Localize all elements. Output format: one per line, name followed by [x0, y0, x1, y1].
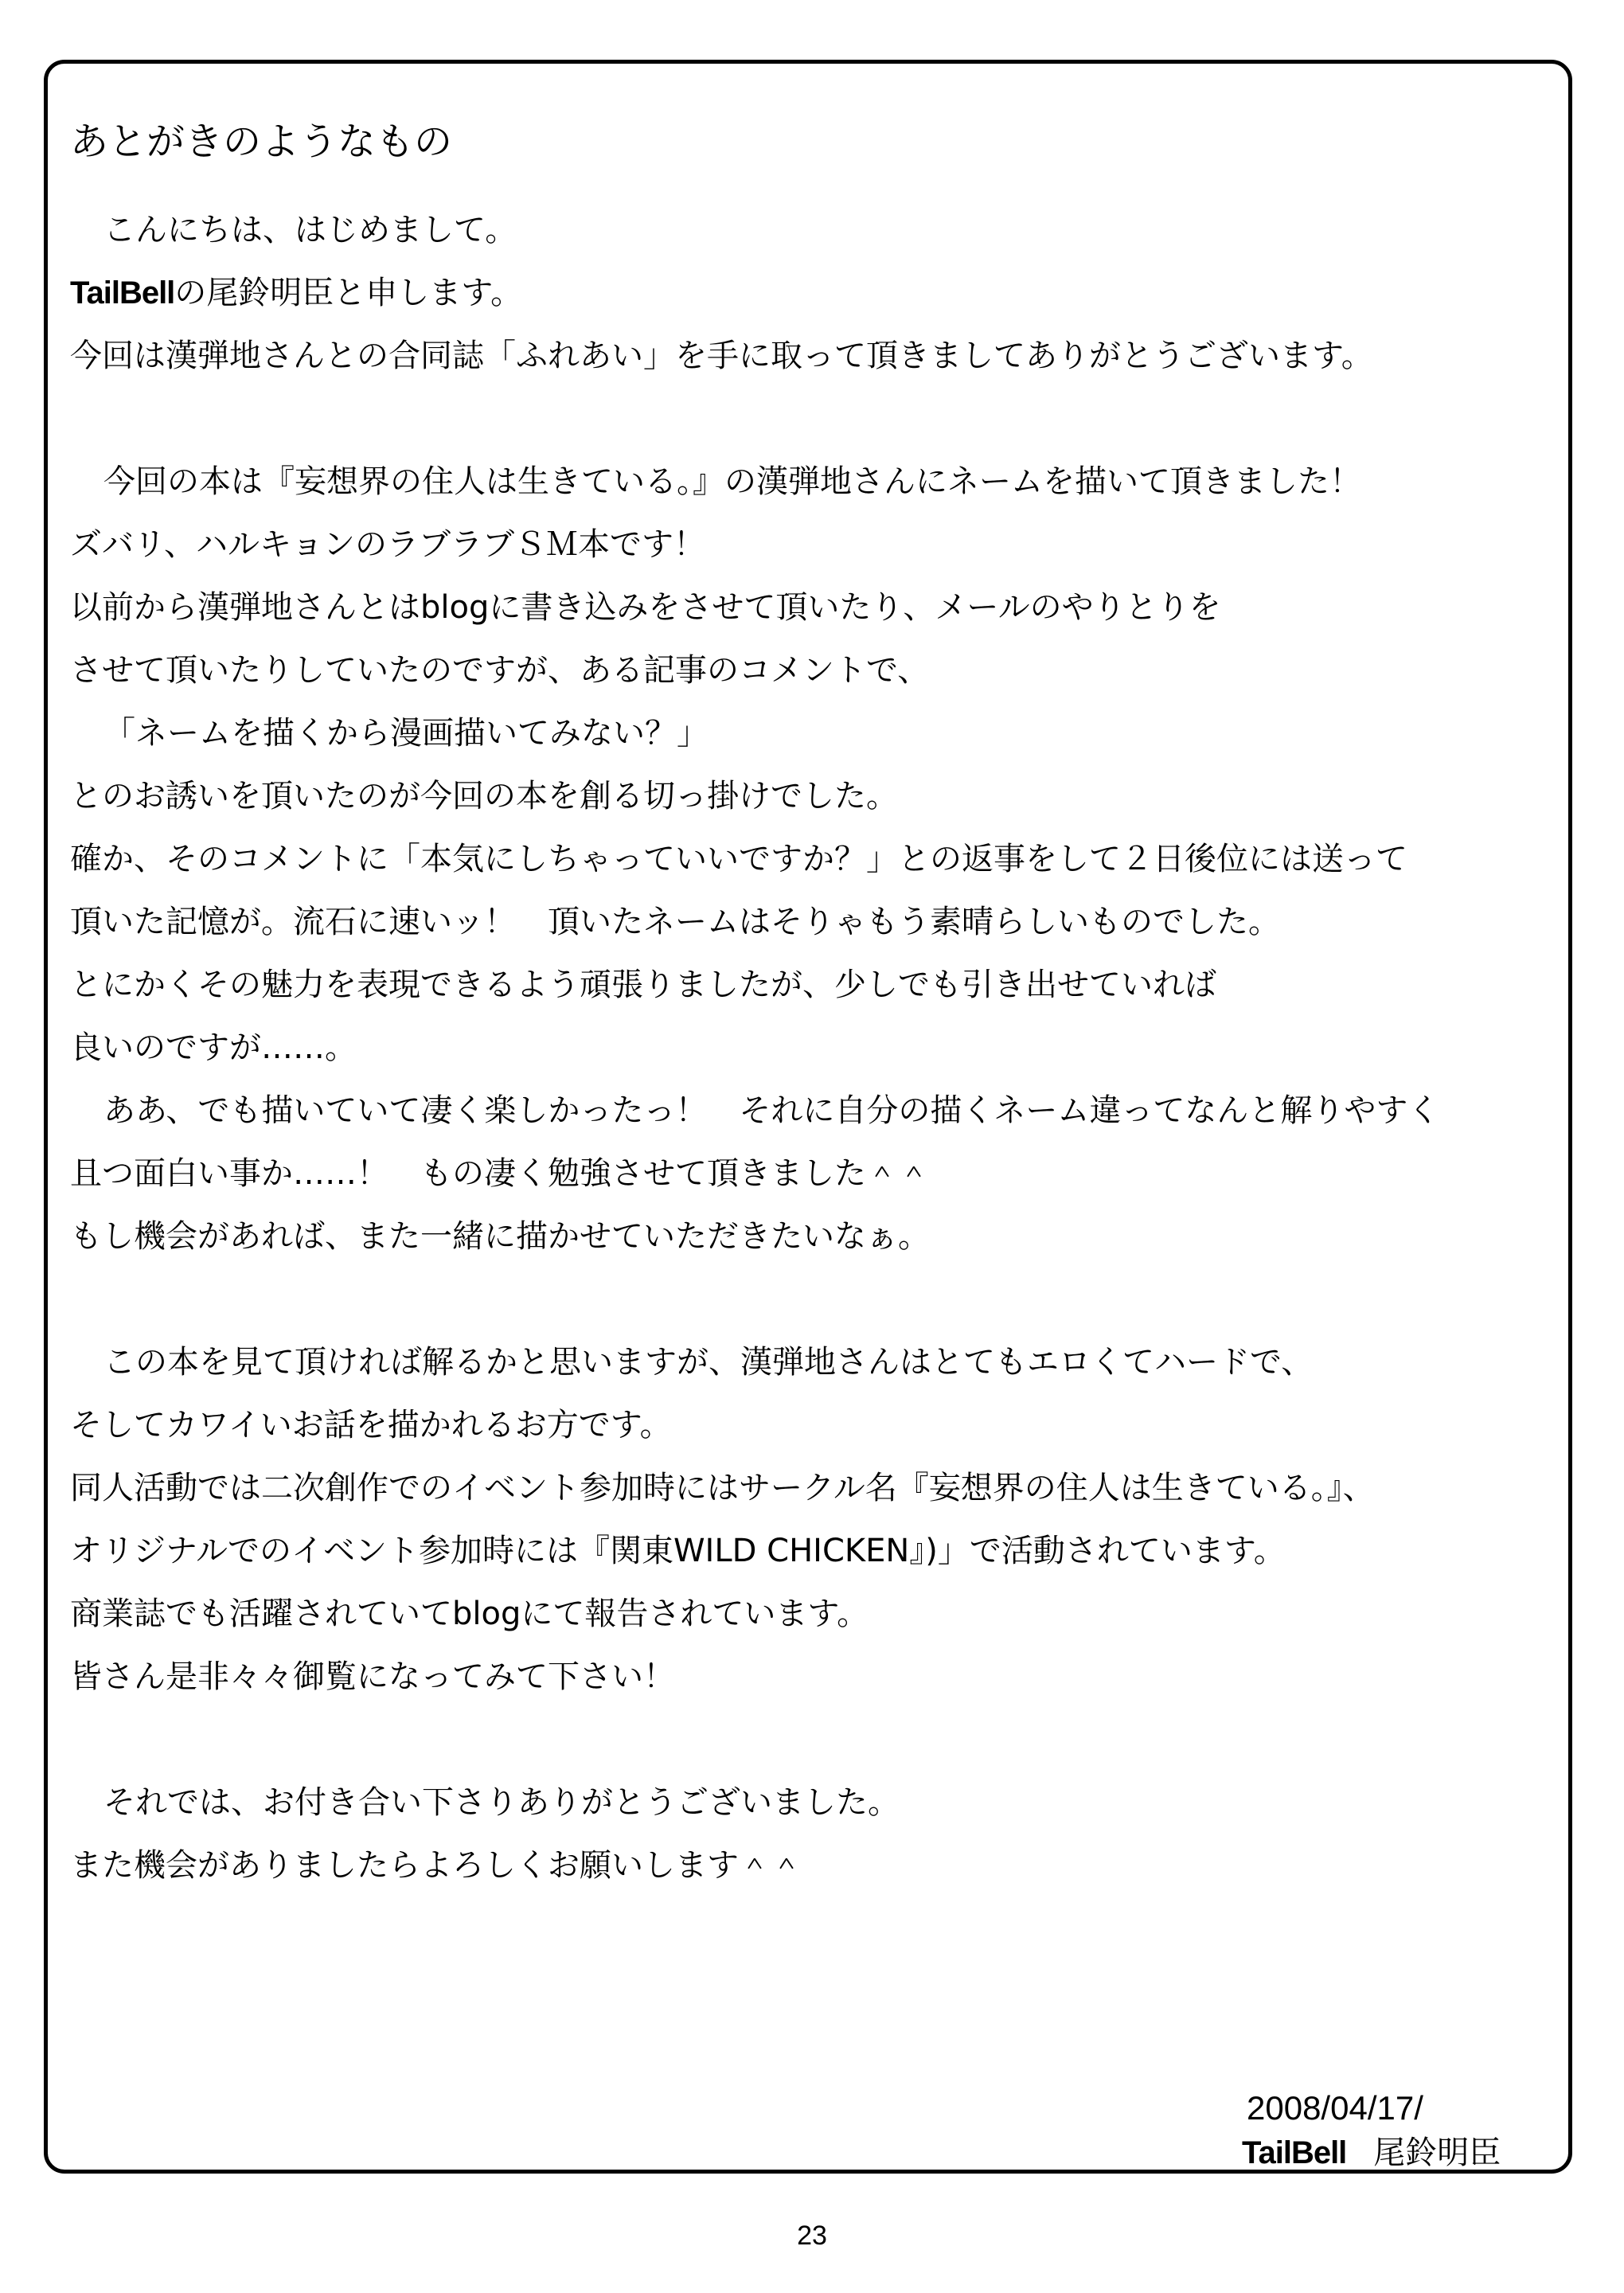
signature-name-line — [1242, 2131, 1544, 2175]
line-text: 今回の本は『妄想界の住人は生きている。』の漢弾地さんにネームを描いて頂きました！ — [103, 463, 1361, 500]
text-line — [70, 1394, 1551, 1457]
text-line — [70, 1772, 1551, 1834]
text-line — [70, 1331, 1551, 1394]
text-line — [70, 1080, 1551, 1143]
line-text: それでは、お付き合い下さりありがとうございました。 — [103, 1784, 900, 1821]
text-line — [70, 702, 1551, 765]
text-line — [70, 639, 1551, 702]
line-text: とにかくその魅力を表現できるよう頑張りましたが、少しでも引き出せていれば — [70, 967, 1216, 1003]
text-line — [70, 325, 1551, 388]
signature-block — [1242, 2086, 1544, 2175]
blank-line — [70, 388, 1551, 451]
text-line — [70, 514, 1551, 576]
line-text: 確か、そのコメントに「本気にしちゃっていいですか？」との返事をして２日後位には送って — [70, 841, 1407, 877]
line-text: 且つ面白い事か……！ もの凄く勉強させて頂きました＾＾ — [70, 1155, 930, 1192]
line-text: この本を見て頂ければ解るかと思いますが、漢弾地さんはとてもエロくてハードで、 — [103, 1344, 1314, 1381]
signature-author: 尾鈴明臣 — [1373, 2135, 1501, 2171]
line-text: 商業誌でも活躍されていてblogにて報告されています。 — [70, 1596, 869, 1632]
text-line — [70, 1834, 1551, 1897]
text-line — [70, 1017, 1551, 1080]
signature-date: 2008/04/17/ — [1247, 2089, 1423, 2127]
line-text: そしてカワイいお話を描かれるお方です。 — [70, 1407, 672, 1443]
page-number: 23 — [797, 2221, 827, 2251]
line-text: の尾鈴明臣と申します。 — [174, 275, 523, 311]
page-title: あとがきのようなもの — [70, 119, 453, 164]
text-line — [70, 199, 1551, 262]
line-text: 皆さん是非々々御覧になってみて下さい！ — [70, 1658, 675, 1695]
text-line — [70, 451, 1551, 514]
line-text: ズバリ、ハルキョンのラブラブＳＭ本です！ — [70, 526, 705, 563]
text-line — [70, 1583, 1551, 1646]
line-text: こんにちは、はじめまして。 — [103, 212, 517, 248]
blank-line — [70, 1709, 1551, 1772]
line-text: 今回は漢弾地さんとの合同誌「ふれあい」を手に取って頂きましてありがとうございます。 — [70, 338, 1373, 374]
line-text: 頂いた記憶が。流石に速いッ！ 頂いたネームはそりゃもう素晴らしいものでした。 — [70, 904, 1280, 940]
line-text: オリジナルでのイベント参加時には『関東WILD CHICKEN』)」で活動されています。 — [70, 1533, 1286, 1569]
afterword-body — [70, 199, 1551, 1897]
text-line — [70, 954, 1551, 1017]
blank-line — [70, 1268, 1551, 1331]
line-text: ああ、でも描いていて凄く楽しかったっ！ それに自分の描くネーム違ってなんと解りやすく — [103, 1092, 1440, 1129]
text-line — [70, 828, 1551, 891]
brand-name: TailBell — [70, 275, 175, 311]
line-text: もし機会があれば、また一緒に描かせていただきたいなぁ。 — [70, 1218, 930, 1255]
text-line — [70, 1143, 1551, 1205]
text-line — [70, 1646, 1551, 1709]
line-text: 以前から漢弾地さんとはblogに書き込みをさせて頂いたり、メールのやりとりを — [70, 589, 1221, 626]
line-text: 良いのですが……。 — [70, 1029, 357, 1066]
text-line — [70, 576, 1551, 639]
line-text: 「ネームを描くから漫画描いてみない？」 — [103, 715, 709, 752]
line-text: させて頂いたりしていたのですが、ある記事のコメントで、 — [70, 652, 930, 689]
line-text: とのお誘いを頂いたのが今回の本を創る切っ掛けでした。 — [70, 778, 898, 814]
signature-brand: TailBell — [1242, 2135, 1347, 2170]
text-line — [70, 1457, 1551, 1520]
text-line — [70, 765, 1551, 828]
line-text: 同人活動では二次創作でのイベント参加時にはサークル名『妄想界の住人は生きている。』、 — [70, 1470, 1375, 1506]
line-text: また機会がありましたらよろしくお願いします＾＾ — [70, 1847, 802, 1884]
text-line — [70, 1205, 1551, 1268]
text-line — [70, 262, 1551, 325]
text-line — [70, 1520, 1551, 1583]
text-line — [70, 891, 1551, 954]
